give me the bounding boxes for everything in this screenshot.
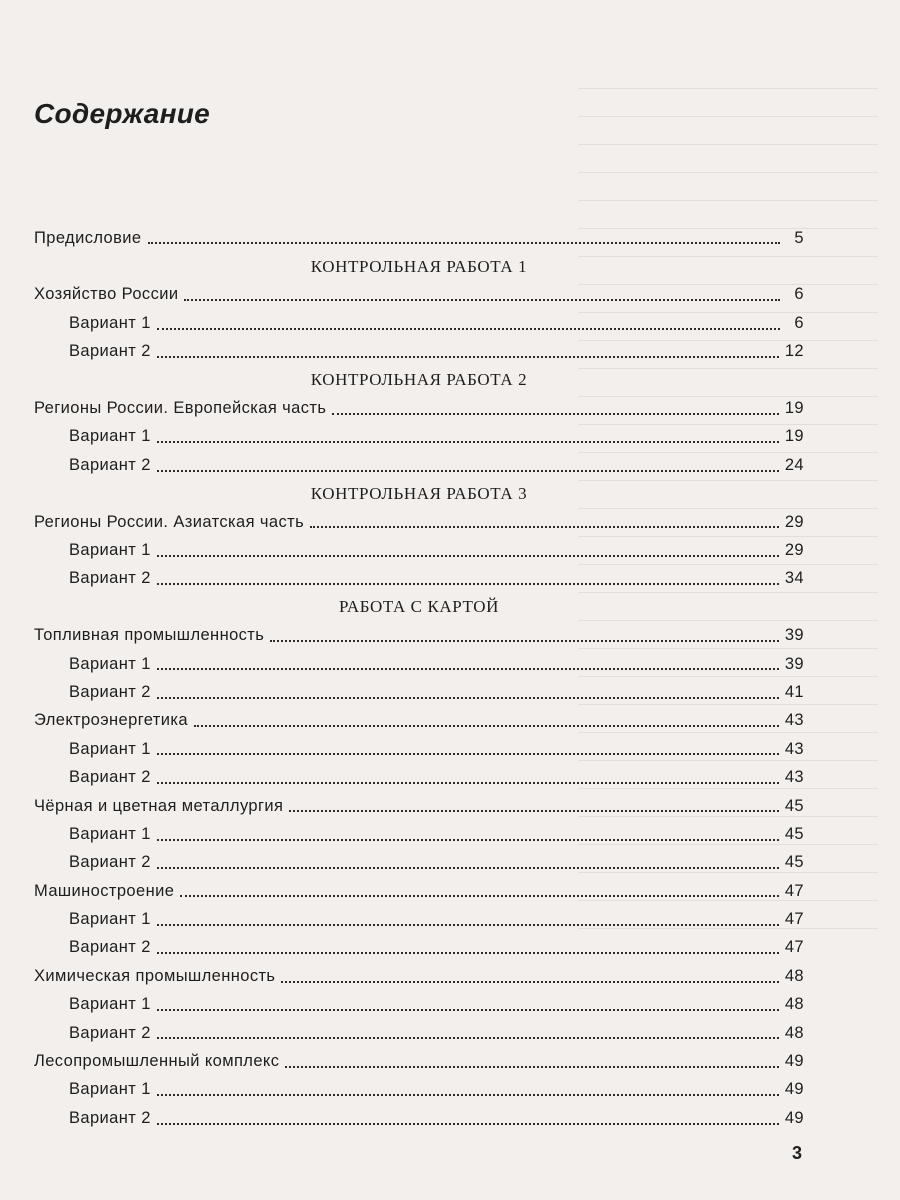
entry-label: Вариант 2 (69, 768, 151, 787)
toc-entry (34, 394, 804, 422)
entry-page-number: 34 (784, 569, 804, 588)
toc-subentry (34, 934, 804, 962)
toc-subentry (34, 1104, 804, 1132)
toc-entry (34, 508, 804, 536)
toc-subentry (34, 991, 804, 1019)
toc-entry (34, 792, 804, 820)
toc-subentry (34, 423, 804, 451)
toc-subentry (34, 1076, 804, 1104)
entry-label: Вариант 2 (69, 938, 151, 957)
entry-page-number: 6 (794, 285, 804, 304)
entry-label: Вариант 2 (69, 682, 151, 701)
entry-page-number: 12 (784, 342, 804, 361)
toc-entry (34, 224, 804, 252)
entry-page-number: 19 (784, 399, 804, 418)
entry-page-number: 43 (784, 711, 804, 730)
entry-page-number: 49 (784, 1108, 804, 1127)
entry-label: Вариант 1 (69, 1080, 151, 1099)
toc-entry (34, 621, 804, 649)
entry-page-number: 49 (784, 1052, 804, 1071)
section-heading: КОНТРОЛЬНАЯ РАБОТА 1 (310, 256, 528, 276)
dot-leader (157, 1008, 779, 1011)
entry-label: Вариант 2 (69, 342, 151, 361)
entry-label: Вариант 1 (69, 654, 151, 673)
entry-page-number: 48 (784, 995, 804, 1014)
entry-label: Химическая промышленность (34, 966, 276, 985)
entry-page-number: 47 (784, 881, 804, 900)
dot-leader (157, 1093, 779, 1096)
entry-label: Вариант 2 (69, 455, 151, 474)
entry-page-number: 45 (784, 824, 804, 843)
entry-page-number: 43 (784, 739, 804, 758)
dot-leader (157, 838, 779, 841)
entry-page-number: 47 (784, 938, 804, 957)
toc-subentry (34, 565, 804, 593)
entry-label: Вариант 1 (69, 824, 151, 843)
entry-page-number: 6 (794, 313, 804, 332)
entry-label: Предисловие (34, 228, 142, 247)
entry-page-number: 43 (784, 768, 804, 787)
section-heading: РАБОТА С КАРТОЙ (338, 597, 500, 617)
toc-subentry (34, 763, 804, 791)
entry-page-number: 49 (784, 1080, 804, 1099)
entry-page-number: 5 (794, 228, 804, 247)
toc-subentry (34, 905, 804, 933)
toc-entry (34, 707, 804, 735)
entry-label: Вариант 2 (69, 1023, 151, 1042)
entry-page-number: 39 (784, 626, 804, 645)
dot-leader (180, 894, 779, 897)
dot-leader (157, 1122, 779, 1125)
dot-leader (157, 327, 780, 330)
entry-page-number: 39 (784, 654, 804, 673)
entry-label: Вариант 1 (69, 739, 151, 758)
dot-leader (310, 525, 779, 528)
entry-label: Регионы России. Азиатская часть (34, 512, 305, 531)
entry-page-number: 41 (784, 682, 804, 701)
entry-label: Вариант 2 (69, 569, 151, 588)
dot-leader (281, 980, 778, 983)
dot-leader (157, 781, 779, 784)
section-heading: КОНТРОЛЬНАЯ РАБОТА 3 (310, 483, 528, 503)
toc-entry (34, 877, 804, 905)
toc-subentry (34, 820, 804, 848)
dot-leader (157, 1036, 779, 1039)
entry-page-number: 24 (784, 455, 804, 474)
toc-subentry (34, 1019, 804, 1047)
entry-label: Вариант 1 (69, 427, 151, 446)
dot-leader (157, 951, 779, 954)
dot-leader (157, 696, 779, 699)
entry-page-number: 45 (784, 853, 804, 872)
entry-label: Электроэнергетика (34, 711, 188, 730)
entry-label: Вариант 1 (69, 540, 151, 559)
entry-label: Машиностроение (34, 881, 175, 900)
dot-leader (270, 639, 779, 642)
page-title: Содержание (34, 98, 211, 129)
entry-label: Вариант 1 (69, 313, 151, 332)
dot-leader (157, 355, 779, 358)
entry-label: Вариант 1 (69, 995, 151, 1014)
entry-page-number: 29 (784, 512, 804, 531)
entry-page-number: 29 (784, 540, 804, 559)
dot-leader (157, 554, 779, 557)
dot-leader (157, 582, 779, 585)
table-of-contents (34, 224, 804, 1133)
entry-label: Вариант 1 (69, 910, 151, 929)
entry-label: Чёрная и цветная металлургия (34, 796, 284, 815)
entry-label: Лесопромышленный комплекс (34, 1052, 280, 1071)
entry-label: Топливная промышленность (34, 626, 265, 645)
toc-subentry (34, 849, 804, 877)
entry-page-number: 47 (784, 910, 804, 929)
dot-leader (194, 724, 779, 727)
toc-entry (34, 1047, 804, 1075)
toc-subentry (34, 536, 804, 564)
section-heading: КОНТРОЛЬНАЯ РАБОТА 2 (310, 370, 528, 390)
toc-subentry (34, 451, 804, 479)
toc-subentry (34, 309, 804, 337)
toc-subentry (34, 650, 804, 678)
toc-entry (34, 962, 804, 990)
dot-leader (289, 809, 778, 812)
dot-leader (332, 412, 779, 415)
entry-page-number: 19 (784, 427, 804, 446)
entry-page-number: 45 (784, 796, 804, 815)
entry-label: Хозяйство России (34, 285, 179, 304)
entry-label: Вариант 2 (69, 853, 151, 872)
dot-leader (285, 1065, 778, 1068)
entry-page-number: 48 (784, 966, 804, 985)
toc-subentry (34, 338, 804, 366)
page-number: 3 (792, 1143, 803, 1163)
toc-subentry (34, 678, 804, 706)
entry-page-number: 48 (784, 1023, 804, 1042)
entry-label: Вариант 2 (69, 1108, 151, 1127)
dot-leader (157, 866, 779, 869)
dot-leader (184, 298, 780, 301)
dot-leader (157, 667, 779, 670)
toc-subentry (34, 735, 804, 763)
entry-label: Регионы России. Европейская часть (34, 399, 327, 418)
dot-leader (157, 752, 779, 755)
toc-entry (34, 281, 804, 309)
dot-leader (157, 440, 779, 443)
dot-leader (157, 469, 779, 472)
dot-leader (148, 241, 781, 244)
dot-leader (157, 923, 779, 926)
